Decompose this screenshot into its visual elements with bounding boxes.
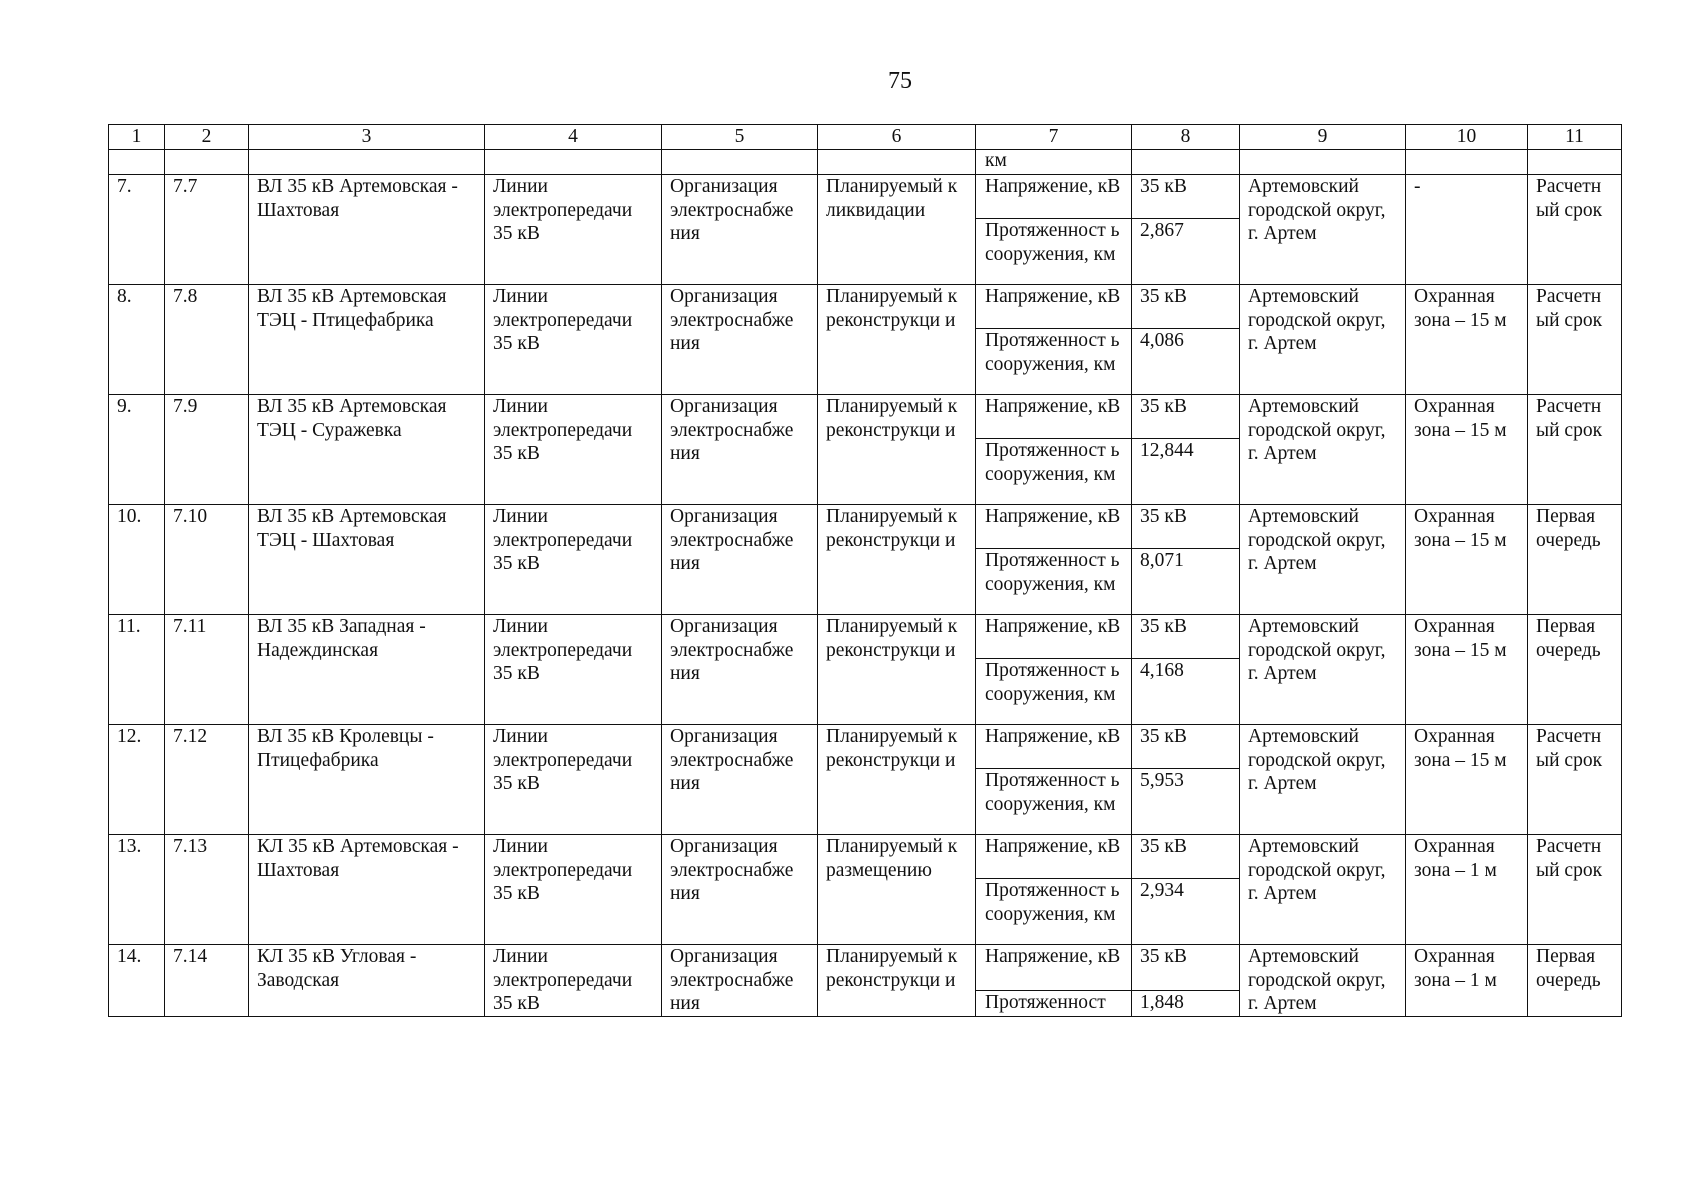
row-number: 7. — [109, 175, 165, 285]
parameter-name: Протяженност ь сооружения, км — [976, 769, 1132, 835]
column-number: 7 — [976, 125, 1132, 150]
empty-cell — [109, 150, 165, 175]
parameter-name: Протяженност ь сооружения, км — [976, 439, 1132, 505]
object-location: Артемовский городской округ, г. Артем — [1240, 725, 1406, 835]
column-number: 3 — [249, 125, 485, 150]
row-number: 8. — [109, 285, 165, 395]
parameter-value: 12,844 — [1132, 439, 1240, 505]
continuation-text: км — [976, 150, 1132, 175]
parameter-value: 8,071 — [1132, 549, 1240, 615]
table-row — [109, 175, 1622, 219]
protection-zone: Охранная зона – 15 м — [1406, 615, 1528, 725]
parameter-name: Напряжение, кВ — [976, 175, 1132, 219]
row-number: 14. — [109, 945, 165, 1017]
empty-cell — [818, 150, 976, 175]
parameter-name: Протяженност ь сооружения, км — [976, 549, 1132, 615]
object-location: Артемовский городской округ, г. Артем — [1240, 835, 1406, 945]
parameter-value: 35 кВ — [1132, 505, 1240, 549]
object-status: Планируемый к реконструкци и — [818, 285, 976, 395]
parameter-name: Напряжение, кВ — [976, 395, 1132, 439]
object-type: Линии электропередачи 35 кВ — [485, 835, 662, 945]
parameter-name: Напряжение, кВ — [976, 725, 1132, 769]
object-code: 7.7 — [165, 175, 249, 285]
object-status: Планируемый к ликвидации — [818, 175, 976, 285]
parameter-name: Напряжение, кВ — [976, 505, 1132, 549]
object-type: Линии электропередачи 35 кВ — [485, 725, 662, 835]
objects-table — [108, 124, 1622, 1017]
object-location: Артемовский городской округ, г. Артем — [1240, 505, 1406, 615]
implementation-term: Расчетн ый срок — [1528, 835, 1622, 945]
protection-zone: - — [1406, 175, 1528, 285]
implementation-term: Первая очередь — [1528, 505, 1622, 615]
parameter-value: 4,168 — [1132, 659, 1240, 725]
row-number: 12. — [109, 725, 165, 835]
column-number: 9 — [1240, 125, 1406, 150]
implementation-term: Расчетн ый срок — [1528, 285, 1622, 395]
table-row — [109, 945, 1622, 991]
object-location: Артемовский городской округ, г. Артем — [1240, 175, 1406, 285]
empty-cell — [1528, 150, 1622, 175]
parameter-value: 35 кВ — [1132, 175, 1240, 219]
object-code: 7.9 — [165, 395, 249, 505]
parameter-name: Протяженност ь сооружения, км — [976, 659, 1132, 725]
object-code: 7.14 — [165, 945, 249, 1017]
object-status: Планируемый к реконструкци и — [818, 395, 976, 505]
table-row — [109, 285, 1622, 329]
page-number: 75 — [888, 68, 912, 94]
object-purpose: Организация электроснабже ния — [662, 615, 818, 725]
object-location: Артемовский городской округ, г. Артем — [1240, 945, 1406, 1017]
object-type: Линии электропередачи 35 кВ — [485, 945, 662, 1017]
object-name: КЛ 35 кВ Артемовская - Шахтовая — [249, 835, 485, 945]
implementation-term: Первая очередь — [1528, 615, 1622, 725]
object-location: Артемовский городской округ, г. Артем — [1240, 395, 1406, 505]
row-number: 11. — [109, 615, 165, 725]
parameter-name: Напряжение, кВ — [976, 945, 1132, 991]
object-code: 7.12 — [165, 725, 249, 835]
object-purpose: Организация электроснабже ния — [662, 285, 818, 395]
parameter-value: 35 кВ — [1132, 615, 1240, 659]
table-body — [109, 125, 1622, 1017]
object-status: Планируемый к реконструкци и — [818, 945, 976, 1017]
object-status: Планируемый к реконструкци и — [818, 615, 976, 725]
object-code: 7.13 — [165, 835, 249, 945]
object-type: Линии электропередачи 35 кВ — [485, 615, 662, 725]
object-name: ВЛ 35 кВ Артемовская ТЭЦ - Птицефабрика — [249, 285, 485, 395]
protection-zone: Охранная зона – 15 м — [1406, 725, 1528, 835]
parameter-value: 4,086 — [1132, 329, 1240, 395]
object-type: Линии электропередачи 35 кВ — [485, 505, 662, 615]
continuation-row — [109, 150, 1622, 175]
column-number: 1 — [109, 125, 165, 150]
parameter-name: Протяженност ь сооружения, км — [976, 879, 1132, 945]
object-status: Планируемый к размещению — [818, 835, 976, 945]
object-name: КЛ 35 кВ Угловая - Заводская — [249, 945, 485, 1017]
parameter-value: 35 кВ — [1132, 835, 1240, 879]
object-code: 7.10 — [165, 505, 249, 615]
object-type: Линии электропередачи 35 кВ — [485, 395, 662, 505]
object-location: Артемовский городской округ, г. Артем — [1240, 285, 1406, 395]
column-number: 4 — [485, 125, 662, 150]
empty-cell — [485, 150, 662, 175]
empty-cell — [1132, 150, 1240, 175]
parameter-value: 5,953 — [1132, 769, 1240, 835]
empty-cell — [1406, 150, 1528, 175]
object-purpose: Организация электроснабже ния — [662, 725, 818, 835]
object-code: 7.8 — [165, 285, 249, 395]
parameter-value: 35 кВ — [1132, 395, 1240, 439]
implementation-term: Расчетн ый срок — [1528, 725, 1622, 835]
implementation-term: Расчетн ый срок — [1528, 175, 1622, 285]
implementation-term: Расчетн ый срок — [1528, 395, 1622, 505]
empty-cell — [1240, 150, 1406, 175]
object-name: ВЛ 35 кВ Западная - Надеждинская — [249, 615, 485, 725]
object-name: ВЛ 35 кВ Артемовская ТЭЦ - Суражевка — [249, 395, 485, 505]
column-number: 10 — [1406, 125, 1528, 150]
column-number: 8 — [1132, 125, 1240, 150]
column-number: 5 — [662, 125, 818, 150]
protection-zone: Охранная зона – 15 м — [1406, 505, 1528, 615]
parameter-value: 35 кВ — [1132, 725, 1240, 769]
protection-zone: Охранная зона – 15 м — [1406, 395, 1528, 505]
column-number: 11 — [1528, 125, 1622, 150]
parameter-value: 2,934 — [1132, 879, 1240, 945]
table-row — [109, 615, 1622, 659]
parameter-name: Протяженност ь сооружения, км — [976, 329, 1132, 395]
table-row — [109, 395, 1622, 439]
parameter-name: Напряжение, кВ — [976, 835, 1132, 879]
object-status: Планируемый к реконструкци и — [818, 725, 976, 835]
parameter-name: Протяженност — [976, 991, 1132, 1017]
object-purpose: Организация электроснабже ния — [662, 175, 818, 285]
empty-cell — [165, 150, 249, 175]
object-name: ВЛ 35 кВ Артемовская ТЭЦ - Шахтовая — [249, 505, 485, 615]
column-number: 2 — [165, 125, 249, 150]
parameter-value: 35 кВ — [1132, 945, 1240, 991]
object-status: Планируемый к реконструкци и — [818, 505, 976, 615]
parameter-value: 1,848 — [1132, 991, 1240, 1017]
parameter-value: 35 кВ — [1132, 285, 1240, 329]
object-type: Линии электропередачи 35 кВ — [485, 285, 662, 395]
table-row — [109, 725, 1622, 769]
object-purpose: Организация электроснабже ния — [662, 505, 818, 615]
object-code: 7.11 — [165, 615, 249, 725]
column-number-row — [109, 125, 1622, 150]
row-number: 10. — [109, 505, 165, 615]
table-row — [109, 505, 1622, 549]
row-number: 13. — [109, 835, 165, 945]
parameter-value: 2,867 — [1132, 219, 1240, 285]
protection-zone: Охранная зона – 1 м — [1406, 835, 1528, 945]
parameter-name: Напряжение, кВ — [976, 615, 1132, 659]
table-row — [109, 835, 1622, 879]
object-purpose: Организация электроснабже ния — [662, 835, 818, 945]
object-purpose: Организация электроснабже ния — [662, 945, 818, 1017]
protection-zone: Охранная зона – 15 м — [1406, 285, 1528, 395]
protection-zone: Охранная зона – 1 м — [1406, 945, 1528, 1017]
object-name: ВЛ 35 кВ Кролевцы - Птицефабрика — [249, 725, 485, 835]
object-location: Артемовский городской округ, г. Артем — [1240, 615, 1406, 725]
parameter-name: Напряжение, кВ — [976, 285, 1132, 329]
column-number: 6 — [818, 125, 976, 150]
empty-cell — [249, 150, 485, 175]
empty-cell — [662, 150, 818, 175]
implementation-term: Первая очередь — [1528, 945, 1622, 1017]
object-type: Линии электропередачи 35 кВ — [485, 175, 662, 285]
parameter-name: Протяженност ь сооружения, км — [976, 219, 1132, 285]
row-number: 9. — [109, 395, 165, 505]
object-purpose: Организация электроснабже ния — [662, 395, 818, 505]
object-name: ВЛ 35 кВ Артемовская - Шахтовая — [249, 175, 485, 285]
